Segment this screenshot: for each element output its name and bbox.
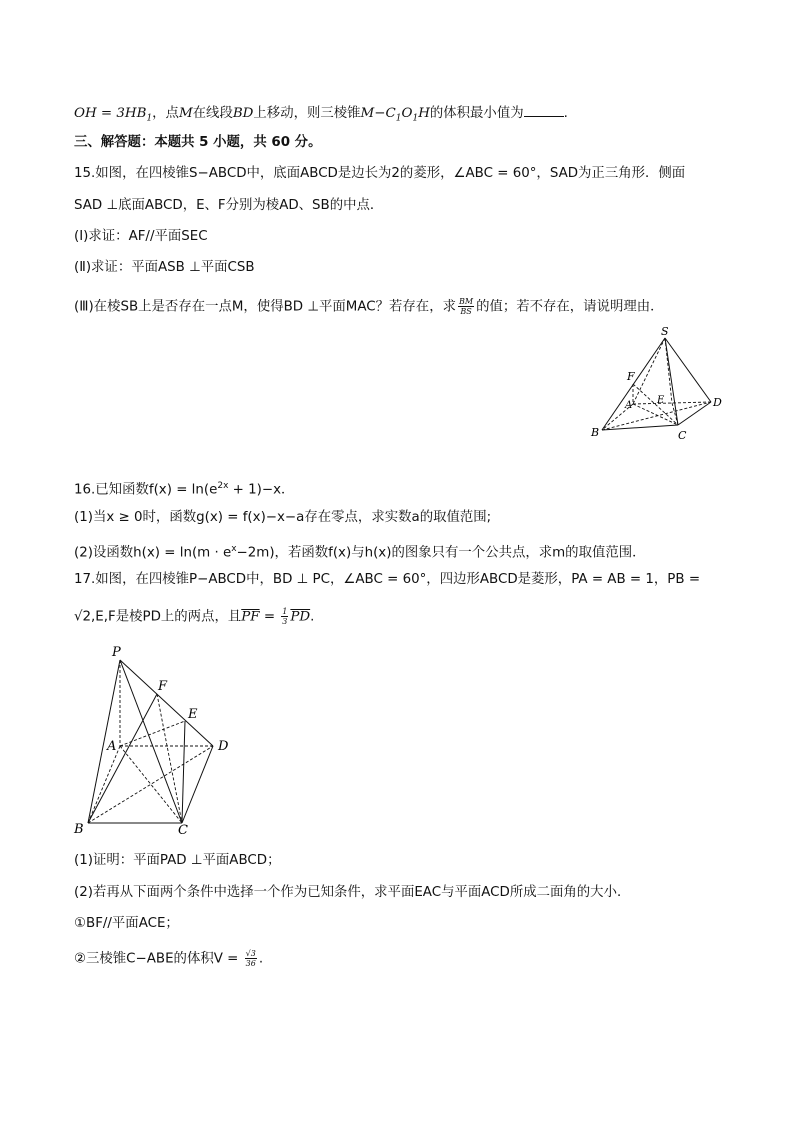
q17-period: .: [310, 609, 315, 625]
q15-part3-text2: 的值；若不存在，请说明理由．: [476, 299, 664, 315]
frac-num-1: 1: [282, 607, 288, 616]
label-F: F: [627, 370, 635, 383]
label-C: C: [678, 429, 687, 442]
q16-func: 16.已知函数f(x) = ln(e: [74, 482, 218, 498]
q15-part1: (Ⅰ)求证：AF//平面SEC: [74, 229, 208, 244]
q15-part3: [74, 297, 664, 317]
label-P: P: [112, 645, 121, 660]
q17-c2-fraction: [245, 949, 257, 968]
q16-part2-a: (2)设函数h(x) = ln(m · e: [74, 545, 232, 561]
q14-eq: OH = 3HB: [74, 106, 147, 121]
vec-pf: $\overline{PF}$: [241, 609, 260, 625]
label-E: E: [657, 395, 665, 406]
label-A: A: [625, 400, 633, 411]
q16-sup: 2x: [217, 481, 229, 491]
label-D: D: [218, 739, 229, 754]
q14-mc: M−C: [360, 106, 396, 121]
q14-period: .: [563, 106, 568, 121]
label-C: C: [178, 823, 188, 838]
q15-part2: (Ⅱ)求证：平面ASB ⊥平面CSB: [74, 260, 255, 275]
q15-part3-text: (Ⅲ)在棱SB上是否存在一点M，使得BD ⊥平面MAC？若存在，求: [74, 299, 456, 315]
label-E: E: [188, 707, 198, 722]
q14-bd: BD: [232, 106, 254, 121]
q14-text: ，点: [152, 106, 179, 121]
q14-text2: 在线段: [192, 106, 233, 121]
q17-c2-period: .: [258, 951, 264, 967]
q14-o: O: [401, 106, 413, 121]
q14-sub: 1: [146, 113, 153, 124]
label-S: S: [661, 325, 669, 338]
answer-blank[interactable]: [524, 104, 564, 117]
q16-line1: [74, 477, 294, 499]
q17-condition1: ①BF//平面ACE；: [74, 916, 179, 931]
frac-num: BM: [458, 297, 474, 306]
q15-fraction: [458, 297, 474, 316]
frac-num-sqrt3: √3: [245, 949, 256, 958]
q14-h: H: [418, 106, 430, 121]
q17-line1: 17.如图，在四棱锥P−ABCD中，BD ⊥ PC，∠ABC = 60°，四边形ABCD是菱形，PA = AB = 1，PB =: [74, 572, 701, 587]
q14-tail-line: OH = $3HB_1$，点M在线段BD上移动，则三棱锥$M-C_1O_1H$的体积最小值为 .: [74, 106, 568, 124]
q15-line1: 15.如图，在四棱锥S−ABCD中，底面ABCD是边长为2的菱形，∠ABC = 60°，SAD为正三角形．侧面: [74, 166, 686, 181]
q14-text3: 上移动，则三棱锥: [253, 106, 361, 121]
label-B: B: [74, 822, 84, 837]
q14-text4: 的体积最小值为: [429, 106, 524, 121]
q17-pyramid-figure: [70, 640, 240, 840]
q17-part2: (2)若再从下面两个条件中选择一个作为已知条件，求平面EAC与平面ACD所成二面角的大小．: [74, 885, 631, 900]
section-heading: 三、解答题：本题共 5 小题，共 60 分。: [74, 135, 322, 150]
q16-part1: (1)当x ≥ 0时，函数g(x) = f(x)−x−a存在零点，求实数a的取值范围;: [74, 510, 492, 525]
label-D: D: [713, 396, 722, 409]
label-F: F: [158, 679, 168, 694]
frac-den-36: 36: [245, 959, 256, 968]
q17-line2-a: √2,E,F是棱PD上的两点，且: [74, 609, 242, 625]
q16-func2: + 1)−x．: [228, 482, 295, 498]
q16-part2-b: −2m)，若函数f(x)与h(x)的图象只有一个公共点，求m的取值范围．: [236, 545, 646, 561]
q15-line2: SAD ⊥底面ABCD，E、F分别为棱AD、SB的中点．: [74, 198, 384, 213]
label-A: A: [107, 739, 117, 754]
q17-eq: =: [259, 609, 280, 625]
vec-pd: $\overline{PD}$: [290, 609, 311, 625]
q17-part1: (1)证明：平面PAD ⊥平面ABCD；: [74, 853, 281, 868]
q14-m: M: [178, 106, 193, 121]
q17-c2-text: ②三棱锥C−ABE的体积V =: [74, 951, 243, 967]
q16-sup2: x: [231, 544, 237, 554]
label-B: B: [591, 426, 600, 439]
q17-condition2: [74, 949, 263, 969]
q17-fraction: [281, 607, 288, 626]
q17-line2: [74, 607, 314, 627]
q15-pyramid-figure: [585, 322, 730, 447]
frac-den: BS: [460, 307, 472, 316]
q16-part2: [74, 540, 646, 562]
frac-den-3: 3: [282, 617, 288, 626]
